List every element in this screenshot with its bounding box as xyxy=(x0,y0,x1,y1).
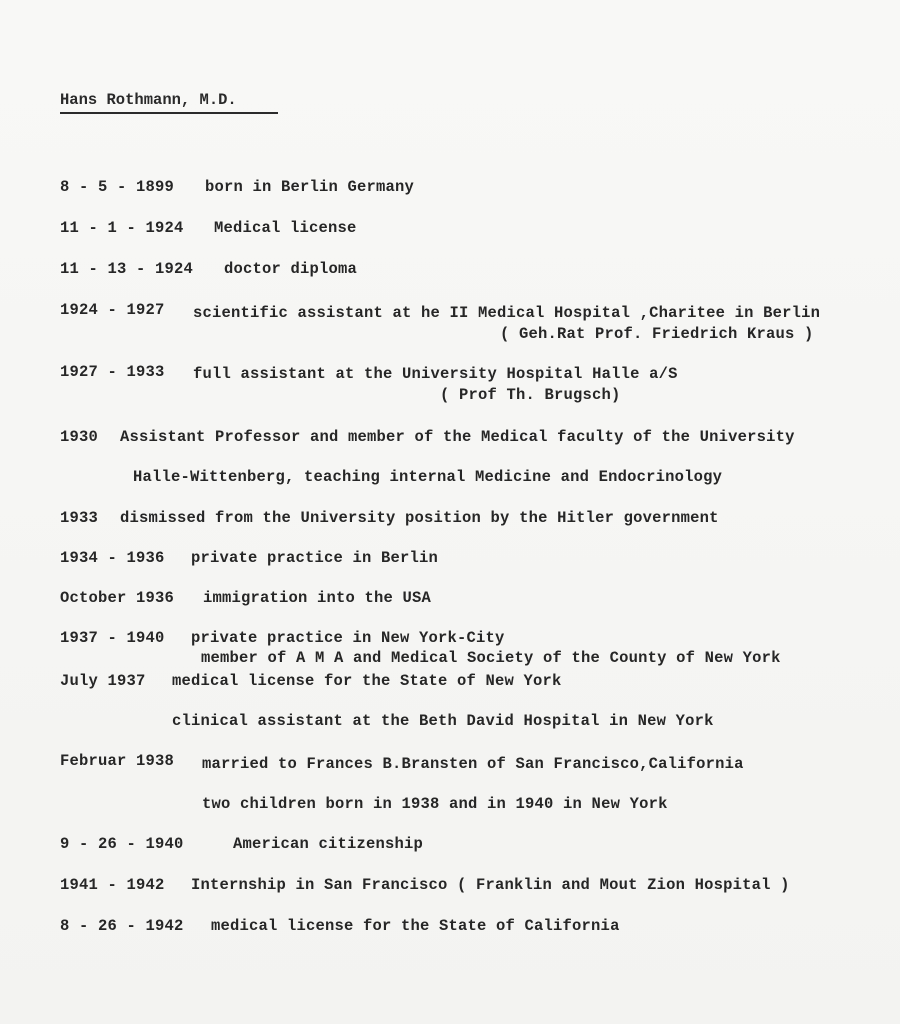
entry-text: full assistant at the University Hospital Halle a/S xyxy=(193,365,678,383)
entry-note: member of A M A and Medical Society of the County of New York xyxy=(201,649,781,667)
entry-date: 9 - 26 - 1940 xyxy=(60,835,184,853)
entry-date: 11 - 13 - 1924 xyxy=(60,260,194,278)
page-title: Hans Rothmann, M.D. xyxy=(60,91,237,109)
entry-date: 1933 xyxy=(60,509,99,527)
entry-text: scientific assistant at he II Medical Hospital ,Charitee in Berlin xyxy=(193,304,821,322)
entry-continuation: Halle-Wittenberg, teaching internal Medicine and Endocrinology xyxy=(133,468,723,486)
entry-text: medical license for the State of New York xyxy=(172,672,562,690)
entry-text: Medical license xyxy=(214,219,357,237)
entry-date: 11 - 1 - 1924 xyxy=(60,219,184,237)
entry-text: Internship in San Francisco ( Franklin and Mout Zion Hospital ) xyxy=(191,876,790,894)
entry-date: 8 - 5 - 1899 xyxy=(60,178,175,196)
entry-date: 1924 - 1927 xyxy=(60,301,165,319)
entry-text: married to Frances B.Bransten of San Francisco,California xyxy=(202,755,744,773)
entry-text: Assistant Professor and member of the Medical faculty of the University xyxy=(120,428,795,446)
entry-date: 1937 - 1940 xyxy=(60,629,165,647)
entry-text: American citizenship xyxy=(233,835,424,853)
entry-date: Februar 1938 xyxy=(60,752,175,770)
entry-date: 1930 xyxy=(60,428,99,446)
entry-date: 1927 - 1933 xyxy=(60,363,165,381)
entry-text: doctor diploma xyxy=(224,260,358,278)
entry-date: October 1936 xyxy=(60,589,175,607)
title-underline xyxy=(60,112,278,114)
entry-text: immigration into the USA xyxy=(203,589,432,607)
entry-date: July 1937 xyxy=(60,672,146,690)
entry-continuation: clinical assistant at the Beth David Hospital in New York xyxy=(172,712,714,730)
entry-date: 8 - 26 - 1942 xyxy=(60,917,184,935)
entry-date: 1941 - 1942 xyxy=(60,876,165,894)
entry-date: 1934 - 1936 xyxy=(60,549,165,567)
entry-note: ( Prof Th. Brugsch) xyxy=(440,386,621,404)
entry-text: medical license for the State of California xyxy=(211,917,620,935)
entry-continuation: two children born in 1938 and in 1940 in New York xyxy=(202,795,668,813)
entry-note: ( Geh.Rat Prof. Friedrich Kraus ) xyxy=(500,325,814,343)
entry-text: dismissed from the University position by the Hitler government xyxy=(120,509,719,527)
entry-text: private practice in Berlin xyxy=(191,549,439,567)
entry-text: born in Berlin Germany xyxy=(205,178,415,196)
entry-text: private practice in New York-City xyxy=(191,629,505,647)
